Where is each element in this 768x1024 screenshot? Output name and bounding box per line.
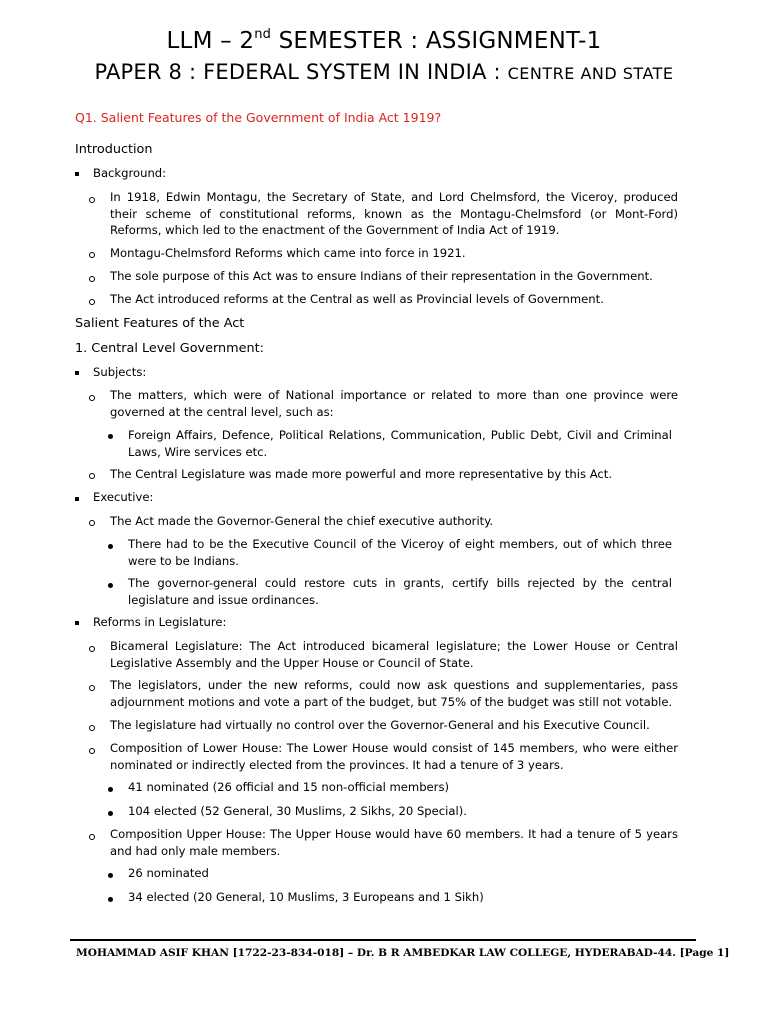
lower-house-subpoint-2: 104 elected (52 General, 30 Muslims, 2 Sikhs, 20 Special). bbox=[128, 804, 467, 818]
upper-house-subpoint-2: 34 elected (20 General, 10 Muslims, 3 Europeans and 1 Sikh) bbox=[128, 890, 484, 904]
bullet-dot-icon bbox=[108, 873, 113, 878]
page-footer: MOHAMMAD ASIF KHAN [1722-23-834-018] – Dr. B R AMBEDKAR LAW COLLEGE, HYDERABAD-44. [Page 1] bbox=[76, 947, 730, 959]
circle-bullet-icon bbox=[89, 299, 95, 305]
circle-bullet-icon bbox=[89, 685, 95, 691]
salient-features-heading: Salient Features of the Act bbox=[75, 316, 245, 331]
subjects-label: Subjects: bbox=[93, 365, 147, 379]
bullet-dot-icon bbox=[108, 583, 113, 588]
square-bullet-icon bbox=[75, 497, 79, 501]
executive-point-1: The Act made the Governor-General the chief executive authority. bbox=[110, 514, 494, 528]
subjects-subpoint: Foreign Affairs, Defence, Political Relations, Communication, Public Debt, Civil and Criminal Laws, Wire services etc. bbox=[128, 428, 672, 459]
bullet-dot-icon bbox=[108, 544, 113, 549]
bg-point-4: The Act introduced reforms at the Central as well as Provincial levels of Government. bbox=[110, 292, 604, 306]
bullet-dot-icon bbox=[108, 897, 113, 902]
circle-bullet-icon bbox=[89, 646, 95, 652]
circle-bullet-icon bbox=[89, 748, 95, 754]
bg-point-2: Montagu-Chelmsford Reforms which came into force in 1921. bbox=[110, 246, 466, 260]
circle-bullet-icon bbox=[89, 276, 95, 282]
assignment-title: LLM – 2nd SEMESTER : ASSIGNMENT-1 bbox=[166, 27, 602, 54]
lower-house-subpoint-1: 41 nominated (26 official and 15 non-official members) bbox=[128, 780, 450, 794]
executive-label: Executive: bbox=[93, 490, 154, 504]
bullet-dot-icon bbox=[108, 787, 113, 792]
introduction-heading: Introduction bbox=[75, 142, 153, 157]
circle-bullet-icon bbox=[89, 473, 95, 479]
circle-bullet-icon bbox=[89, 197, 95, 203]
central-level-heading: 1. Central Level Government: bbox=[75, 341, 264, 356]
square-bullet-icon bbox=[75, 371, 79, 375]
square-bullet-icon bbox=[75, 621, 79, 625]
paper-title: PAPER 8 : FEDERAL SYSTEM IN INDIA : CENTRE AND STATE bbox=[94, 60, 674, 84]
upper-house-subpoint-1: 26 nominated bbox=[128, 866, 209, 880]
bullet-dot-icon bbox=[108, 811, 113, 816]
footer-rule bbox=[70, 939, 696, 941]
bg-point-1: In 1918, Edwin Montagu, the Secretary of State, and Lord Chelmsford, the Viceroy, produced their scheme of constitutional reforms, known as the Montagu-Chelmsford (or Mont-Ford) Reforms, which led to the enactment of the Government of India Act of 1919. bbox=[110, 190, 678, 237]
circle-bullet-icon bbox=[89, 252, 95, 258]
circle-bullet-icon bbox=[89, 520, 95, 526]
subjects-point-2: The Central Legislature was made more powerful and more representative by this Act. bbox=[110, 467, 613, 481]
executive-subpoint-2: The governor-general could restore cuts in grants, certify bills rejected by the central legislature and issue ordinances. bbox=[128, 576, 672, 607]
background-label: Background: bbox=[93, 166, 167, 180]
reforms-point-5: Composition Upper House: The Upper House would have 60 members. It had a tenure of 5 years and had only male members. bbox=[110, 827, 678, 858]
reforms-label: Reforms in Legislature: bbox=[93, 615, 227, 629]
reforms-point-3: The legislature had virtually no control over the Governor-General and his Executive Council. bbox=[110, 718, 650, 732]
bullet-dot-icon bbox=[108, 434, 113, 439]
circle-bullet-icon bbox=[89, 725, 95, 731]
subjects-point-1: The matters, which were of National importance or related to more than one province were governed at the central level, such as: bbox=[110, 388, 678, 419]
circle-bullet-icon bbox=[89, 395, 95, 401]
reforms-point-2: The legislators, under the new reforms, could now ask questions and supplementaries, pass adjournment motions and vote a part of the budget, but 75% of the budget was still not votable. bbox=[110, 678, 678, 709]
reforms-point-1: Bicameral Legislature: The Act introduced bicameral legislature; the Lower House or Central Legislative Assembly and the Upper House or Council of State. bbox=[110, 639, 678, 670]
bg-point-3: The sole purpose of this Act was to ensure Indians of their representation in the Government. bbox=[110, 269, 653, 283]
reforms-point-4: Composition of Lower House: The Lower House would consist of 145 members, who were either nominated or indirectly elected from the provinces. It had a tenure of 3 years. bbox=[110, 741, 678, 772]
circle-bullet-icon bbox=[89, 834, 95, 840]
square-bullet-icon bbox=[75, 172, 79, 176]
executive-subpoint-1: There had to be the Executive Council of the Viceroy of eight members, out of which three were to be Indians. bbox=[128, 537, 672, 568]
question-heading: Q1. Salient Features of the Government of India Act 1919? bbox=[75, 110, 442, 125]
